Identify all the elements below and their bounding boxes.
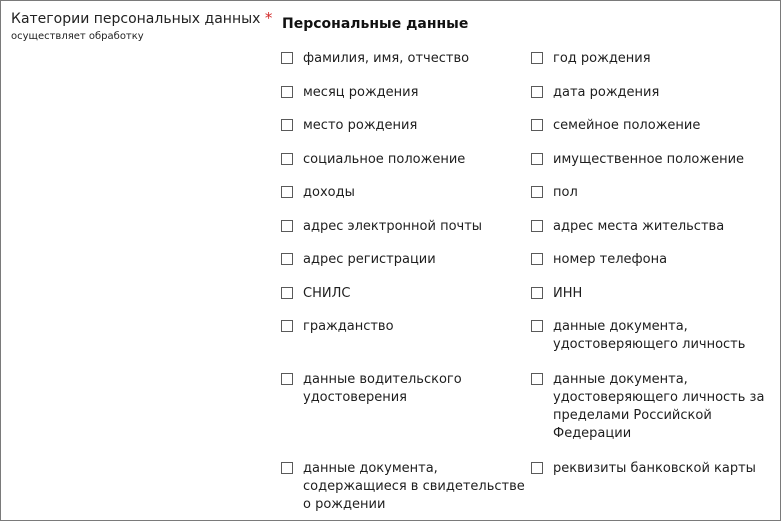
option-gender[interactable] [531,184,578,202]
option-label: год рождения [553,51,651,66]
option-full-name[interactable] [281,50,469,68]
option-snils[interactable] [281,285,350,303]
option-label: реквизиты банковской карты [553,461,756,476]
checkbox[interactable] [531,186,543,198]
option-label: ИНН [553,286,583,301]
option-driver-license[interactable] [281,371,481,407]
option-social-status[interactable] [281,151,465,169]
option-birth-place[interactable] [281,117,417,135]
option-label: адрес регистрации [303,252,436,267]
option-income[interactable] [281,184,355,202]
field-hint: осуществляет обработку [11,31,144,42]
checkbox[interactable] [531,153,543,165]
option-foreign-identity-document[interactable] [531,371,771,443]
checkbox[interactable] [531,220,543,232]
checkbox[interactable] [531,320,543,332]
option-birth-year[interactable] [531,50,651,68]
checkbox[interactable] [531,287,543,299]
checkbox[interactable] [531,253,543,265]
option-label: данные документа, удостоверяющего личность за пределами Российской Федерации [553,372,765,441]
checkbox[interactable] [281,462,293,474]
checkbox[interactable] [281,287,293,299]
option-label: адрес места жительства [553,219,725,234]
checkbox[interactable] [531,462,543,474]
option-label: данные документа, удостоверяющего личность [553,319,746,352]
option-birth-date[interactable] [531,84,659,102]
option-inn[interactable] [531,285,582,303]
field-label-block [11,9,273,44]
checkbox[interactable] [281,52,293,64]
option-label: данные документа, содержащиеся в свидетельстве о рождении [303,461,525,512]
option-label: адрес электронной почты [303,219,483,234]
option-label: доходы [303,185,355,200]
option-birth-month[interactable] [281,84,418,102]
checkbox[interactable] [281,320,293,332]
checkbox[interactable] [281,220,293,232]
option-email[interactable] [281,218,482,236]
checkbox[interactable] [281,153,293,165]
option-label: имущественное положение [553,152,745,167]
required-asterisk: * [264,9,273,27]
checkbox[interactable] [531,119,543,131]
option-property-status[interactable] [531,151,744,169]
option-label: дата рождения [553,85,660,100]
field-label [11,9,273,28]
option-label: место рождения [303,118,418,133]
group-title: Персональные данные [282,16,469,32]
checkbox[interactable] [281,86,293,98]
option-label: фамилия, имя, отчество [303,51,470,66]
field-label-text: Категории персональных данных [11,11,261,27]
checkbox[interactable] [281,253,293,265]
option-label: месяц рождения [303,85,419,100]
option-label: данные водительского удостоверения [303,372,462,405]
checkbox[interactable] [281,119,293,131]
checkbox[interactable] [531,52,543,64]
checkbox[interactable] [281,186,293,198]
checkbox[interactable] [281,373,293,385]
checkbox[interactable] [531,373,543,385]
option-birth-certificate[interactable] [281,460,526,514]
checkbox[interactable] [531,86,543,98]
option-phone-number[interactable] [531,251,667,269]
option-label: социальное положение [303,152,466,167]
option-citizenship[interactable] [281,318,394,336]
option-bank-card-details[interactable] [531,460,756,478]
option-label: семейное положение [553,118,701,133]
option-label: пол [553,185,578,200]
option-registration-address[interactable] [281,251,436,269]
option-label: номер телефона [553,252,668,267]
option-label: СНИЛС [303,286,351,301]
option-residence-address[interactable] [531,218,724,236]
option-identity-document[interactable] [531,318,761,354]
option-label: гражданство [303,319,394,334]
option-marital-status[interactable] [531,117,700,135]
